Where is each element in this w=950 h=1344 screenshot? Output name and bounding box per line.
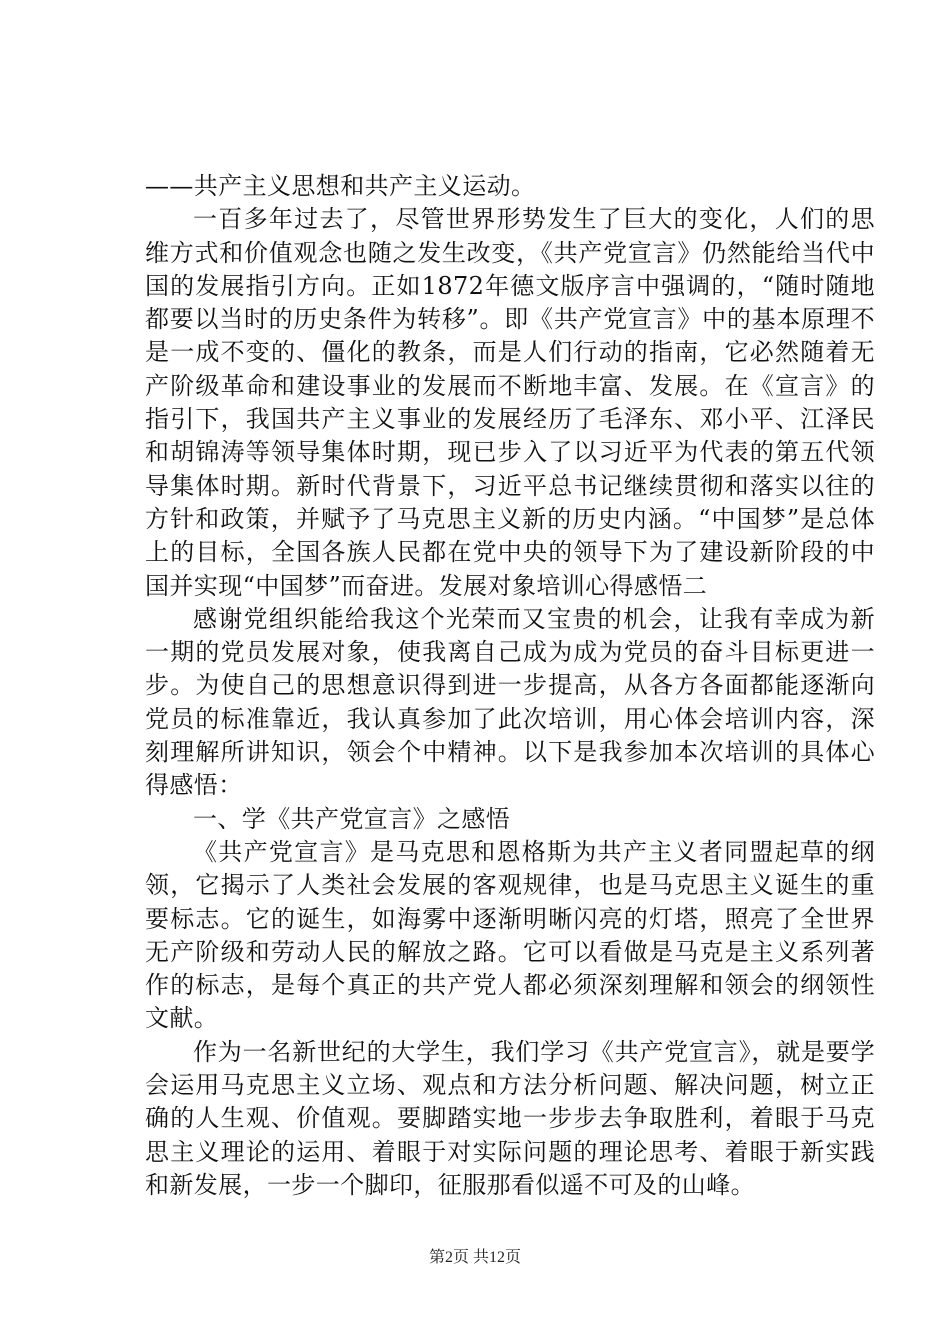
section-heading: 一、学《共产党宣言》之感悟 [193,804,511,833]
paragraph: 感谢党组织能给我这个光荣而又宝贵的机会，让我有幸成为新一期的党员发展对象，使我离自己成为成为党员的奋斗目标更进一步。为使自己的思想意识得到进一步提高，从各方各面都能逐渐向党员的标准靠近，我认真参加了此次培训，用心体会培训内容，深刻理解所讲知识，领会个中精神。以下是我参加本次培训的具体心得感悟： [145,604,875,800]
paragraph: 作为一名新世纪的大学生，我们学习《共产党宣言》，就是要学会运用马克思主义立场、观点和方法分析问题、解决问题，树立正确的人生观、价值观。要脚踏实地一步步去争取胜利，着眼于马克思主义理论的运用、着眼于对实际问题的理论思考、着眼于新实践和新发展，一步一个脚印，征服那看似遥不可及的山峰。 [145,1037,875,1199]
paragraph: 《共产党宣言》是马克思和恩格斯为共产主义者同盟起草的纲领，它揭示了人类社会发展的客观规律，也是马克思主义诞生的重要标志。它的诞生，如海雾中逐渐明晰闪亮的灯塔，照亮了全世界无产阶级和劳动人民的解放之路。它可以看做是马克是主义系列著作的标志，是每个真正的共产党人都必须深刻理解和领会的纲领性文献。 [145,837,875,1033]
body-text [145,170,875,1202]
paragraph-continuation: ——共产主义思想和共产主义运动。 [145,172,536,200]
page-footer: 第2页 共12页 [428,1249,521,1266]
paragraph: 一百多年过去了，尽管世界形势发生了巨大的变化，人们的思维方式和价值观念也随之发生改变，《共产党宣言》仍然能给当代中国的发展指引方向。正如1872年德文版序言中强调的，“随时随地都要以当时的历史条件为转移”。即《共产党宣言》中的基本原理不是一成不变的、僵化的教条，而是人们行动的指南，它必然随着无产阶级革命和建设事业的发展而不断地丰富、发展。在《宣言》的指引下，我国共产主义事业的发展经历了毛泽东、邓小平、江泽民和胡锦涛等领导集体时期，现已步入了以习近平为代表的第五代领导集体时期。新时代背景下，习近平总书记继续贯彻和落实以往的方针和政策，并赋予了马克思主义新的历史内涵。“中国梦”是总体上的目标，全国各族人民都在党中央的领导下为了建设新阶段的中国并实现“中国梦”而奋进。发展对象培训心得感悟二 [145,205,875,600]
